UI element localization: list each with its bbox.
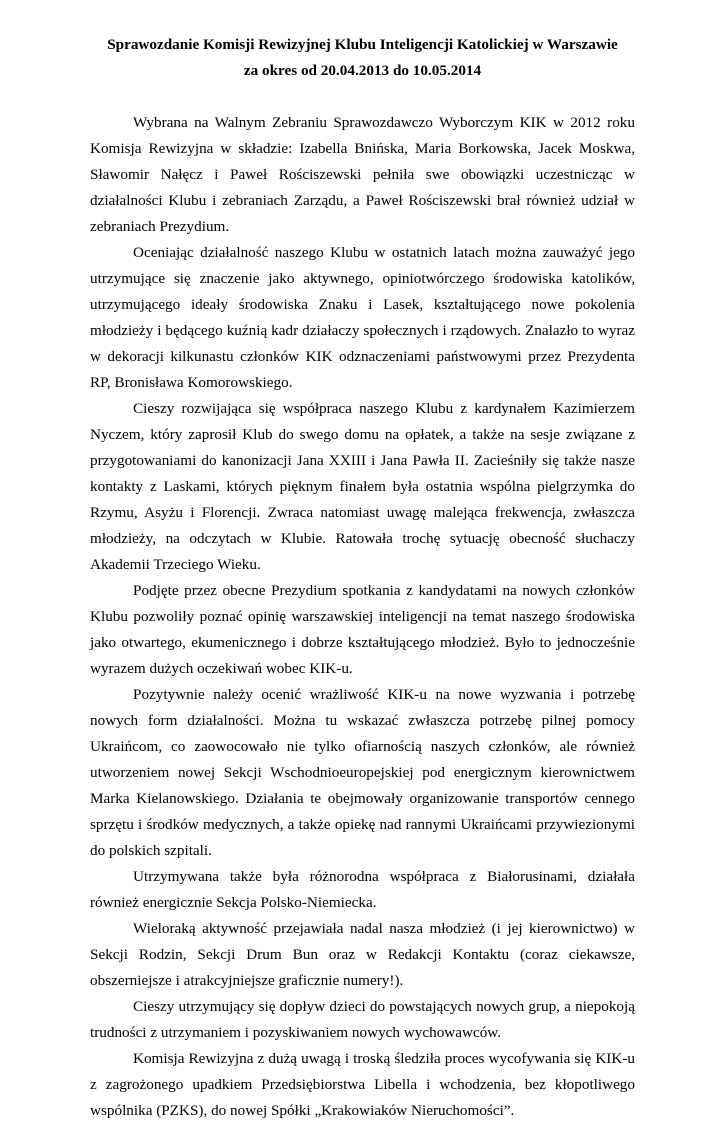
paragraph-commission-composition: Wybrana na Walnym Zebraniu Sprawozdawczo Wyborczym KIK w 2012 roku Komisja Rewizyjna w składzie: Izabella Bnińska, Maria Borkowska, Jacek Moskwa, Sławomir Nałęcz i Paweł Rościszewski pełniła swe obowiązki uczestnicząc w działalności Klubu i zebraniach Zarządu, a Paweł Rościszewski brał również udział w zebraniach Prezydium.: [90, 114, 635, 235]
paragraph-youth-activity: Wieloraką aktywność przejawiała nadal nasza młodzież (i jej kierownictwo) w Sekcji Rodzin, Sekcji Drum Bun oraz w Redakcji Kontaktu (coraz ciekawsze, obszerniejsze i atrakcyjniejsze graficznie numery!).: [90, 920, 635, 989]
paragraph-cooperation-cardinal: Cieszy rozwijająca się współpraca naszego Klubu z kardynałem Kazimierzem Nyczem, który zaprosił Klub do swego domu na opłatek, a także na sesje związane z przygotowaniami do kanonizacji Jana XXIII i Jana Pawła II. Zacieśniły się także nasze kontakty z Laskami, których pięknym finałem była ostatnia wspólna pielgrzymka do Rzymu, Asyżu i Florencji. Zwraca natomiast uwagę malejąca frekwencja, zwłaszcza młodzieży, na odczytach w Klubie. Ratowała trochę sytuację obecność słuchaczy Akademii Trzeciego Wieku.: [90, 400, 635, 573]
title-spacer: [90, 84, 635, 110]
document-title-line-2: za okres od 20.04.2013 do 10.05.2014: [243, 62, 482, 79]
paragraph-children-groups: Cieszy utrzymujący się dopływ dzieci do powstających nowych grup, a niepokoją trudności z utrzymaniem i pozyskiwaniem nowych wychowawców.: [90, 998, 635, 1041]
document-title-line-1: Sprawozdanie Komisji Rewizyjnej Klubu Inteligencji Katolickiej w Warszawie: [107, 36, 618, 53]
document-body: [90, 110, 635, 1124]
paragraph-new-challenges: Pozytywnie należy ocenić wrażliwość KIK-u na nowe wyzwania i potrzebę nowych form działalności. Można tu wskazać zwłaszcza potrzebę pilnej pomocy Ukraińcom, co zaowocowało nie tylko ofiarnością naszych członków, ale również utworzeniem nowej Sekcji Wschodnioeuropejskiej pod energicznym kierownictwem Marka Kielanowskiego. Działania te obejmowały organizowanie transportów cennego sprzętu i środków medycznych, a także opiekę nad rannymi Ukraińcami przywiezionymi do polskich szpitali.: [90, 686, 635, 859]
paragraph-new-members: Podjęte przez obecne Prezydium spotkania z kandydatami na nowych członków Klubu pozwoliły poznać opinię warszawskiej inteligencji na temat naszego środowiska jako otwartego, ekumenicznego i dobrze kształtującego młodzież. Było to jednocześnie wyrazem dużych oczekiwań wobec KIK-u.: [90, 582, 635, 677]
paragraph-libella-withdrawal: Komisja Rewizyjna z dużą uwagą i troską śledziła proces wycofywania się KIK-u z zagrożonego upadkiem Przedsiębiorstwa Libella i wchodzenia, bez kłopotliwego wspólnika (PZKS), do nowej Spółki „Krakowiaków Nieruchomości”.: [90, 1050, 635, 1119]
paragraph-club-significance: Oceniając działalność naszego Klubu w ostatnich latach można zauważyć jego utrzymujące się znaczenie jako aktywnego, opiniotwórczego środowiska katolików, utrzymującego ideały środowiska Znaku i Lasek, kształtującego nowe pokolenia młodzieży i będącego kuźnią kadr działaczy społecznych i rządowych. Znalazło to wyraz w dekoracji kilkunastu członków KIK odznaczeniami państwowymi przez Prezydenta RP, Bronisława Komorowskiego.: [90, 244, 635, 391]
paragraph-belarus-cooperation: Utrzymywana także była różnorodna współpraca z Białorusinami, działała również energicznie Sekcja Polsko-Niemiecka.: [90, 868, 635, 911]
